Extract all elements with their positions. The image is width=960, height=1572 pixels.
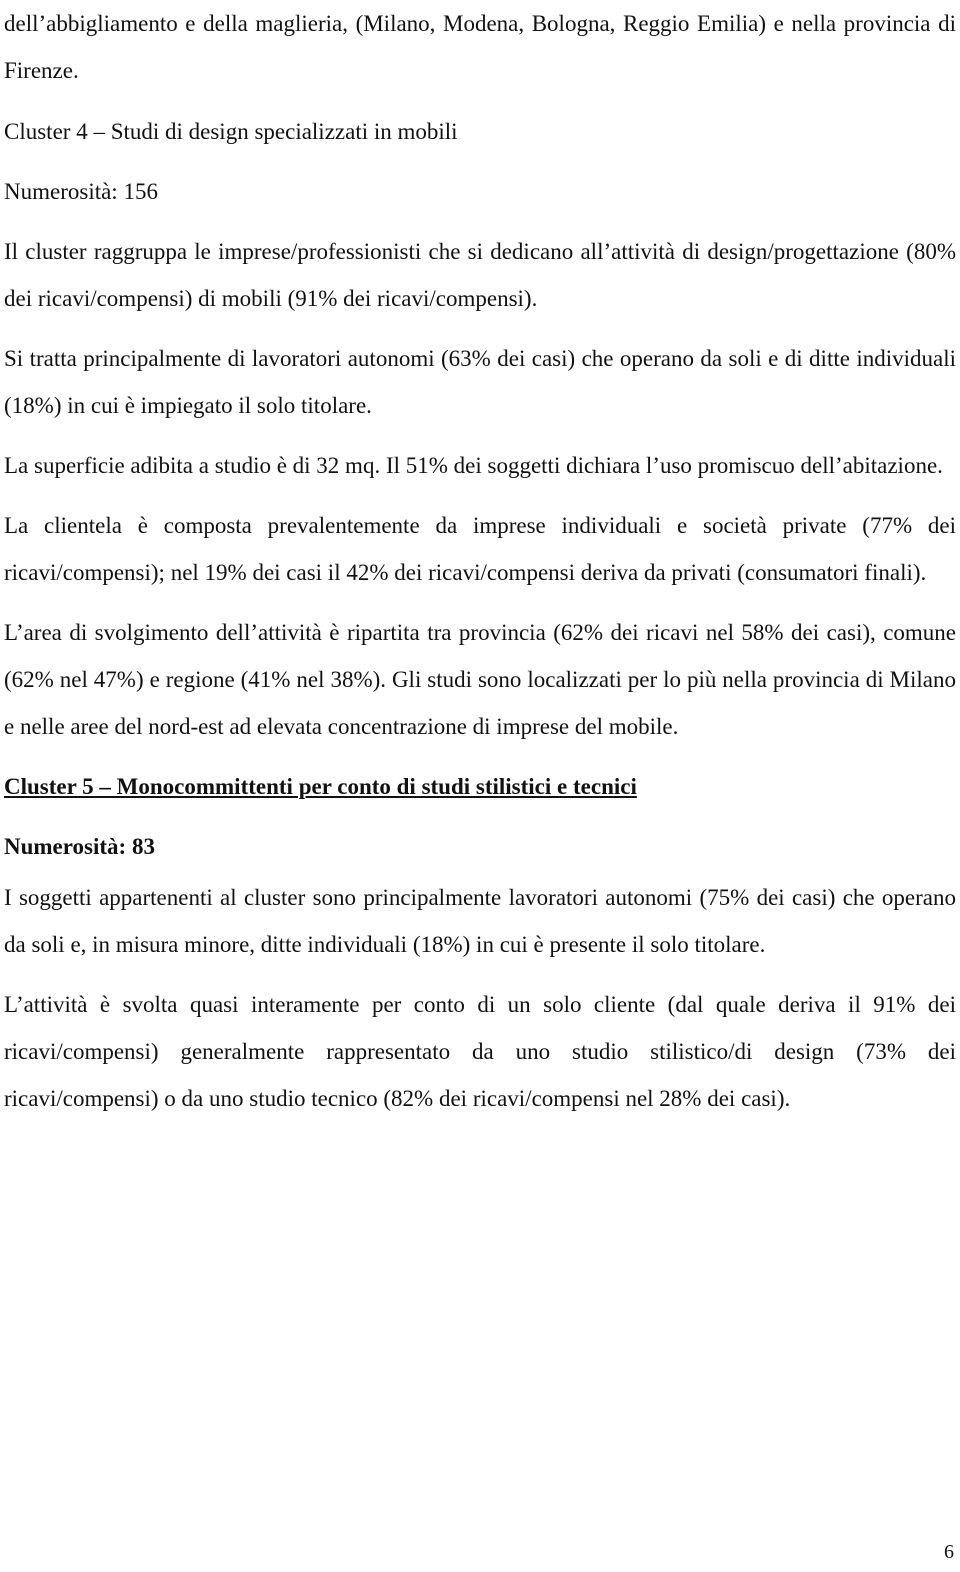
cluster4-paragraph-4: La clientela è composta prevalentemente da imprese individuali e società private (77% dei ricavi/compensi); nel 19% dei casi il 42% dei ricavi/compensi deriva da privati (consumatori finali). [4,513,956,585]
paragraph-continuation: dell’abbigliamento e della maglieria, (Milano, Modena, Bologna, Reggio Emilia) e nella provincia di Firenze. [4,11,956,83]
document-page [4,0,956,1122]
cluster5-title: Cluster 5 – Monocommittenti per conto di studi stilistici e tecnici [4,774,637,799]
page-number: 6 [944,1541,954,1563]
cluster4-paragraph-2: Si tratta principalmente di lavoratori autonomi (63% dei casi) che operano da soli e di ditte individuali (18%) in cui è impiegato il solo titolare. [4,346,956,418]
cluster5-count: Numerosità: 83 [4,834,155,859]
cluster4-paragraph-3: La superficie adibita a studio è di 32 mq. Il 51% dei soggetti dichiara l’uso promiscuo dell’abitazione. [4,453,943,478]
cluster5-paragraph-2: L’attività è svolta quasi interamente per conto di un solo cliente (dal quale deriva il 91% dei ricavi/compensi) generalmente rappresentato da uno studio stilistico/di design (73% dei ricavi/compensi) o da uno studio tecnico (82% dei ricavi/compensi nel 28% dei casi). [4,992,956,1111]
cluster5-paragraph-1: I soggetti appartenenti al cluster sono principalmente lavoratori autonomi (75% dei casi) che operano da soli e, in misura minore, ditte individuali (18%) in cui è presente il solo titolare. [4,885,956,957]
cluster4-paragraph-5: L’area di svolgimento dell’attività è ripartita tra provincia (62% dei ricavi nel 58% dei casi), comune (62% nel 47%) e regione (41% nel 38%). Gli studi sono localizzati per lo più nella provincia di Milano e nelle aree del nord-est ad elevata concentrazione di imprese del mobile. [4,620,956,739]
cluster4-count: Numerosità: 156 [4,179,158,204]
cluster4-paragraph-1: Il cluster raggruppa le imprese/professionisti che si dedicano all’attività di design/progettazione (80% dei ricavi/compensi) di mobili (91% dei ricavi/compensi). [4,239,956,311]
cluster4-title: Cluster 4 – Studi di design specializzati in mobili [4,119,458,144]
